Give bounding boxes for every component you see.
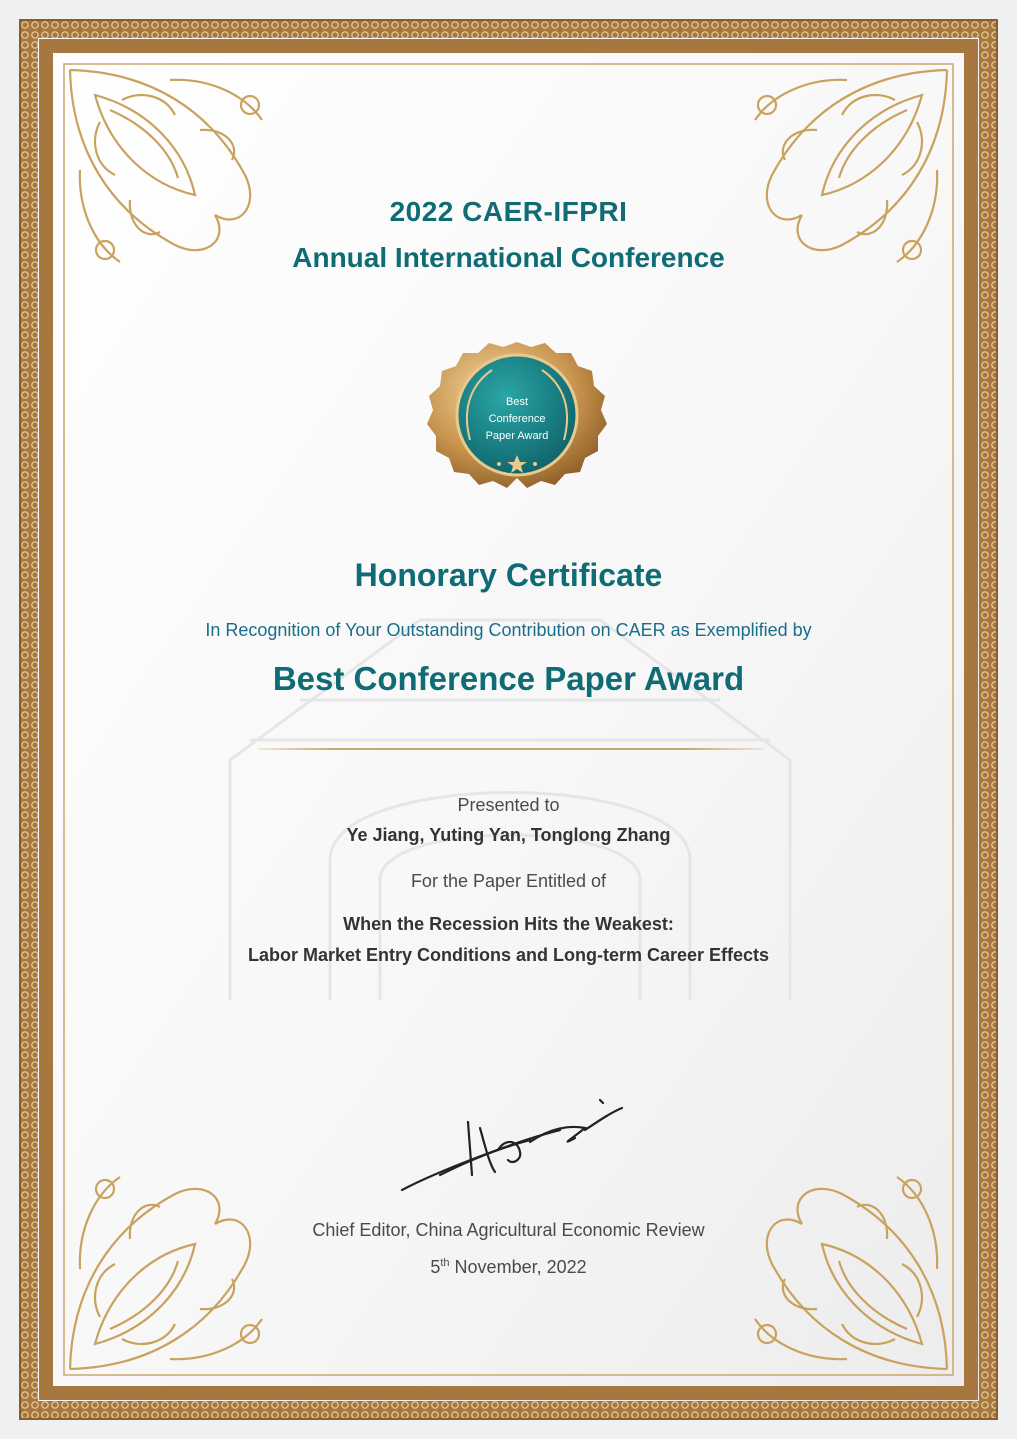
signer-title: Chief Editor, China Agricultural Economic Review (312, 1220, 705, 1240)
certificate-title: Honorary Certificate (354, 557, 663, 593)
paper-title-line-1: When the Recession Hits the Weakest: (343, 914, 674, 934)
date-rest: November, 2022 (449, 1257, 587, 1277)
recognition-line: In Recognition of Your Outstanding Contribution on CAER as Exemplified by (205, 620, 812, 640)
paper-entitled-label: For the Paper Entitled of (410, 871, 607, 891)
award-name: Best Conference Paper Award (272, 660, 745, 697)
badge-line-3: Paper Award (485, 430, 549, 442)
award-badge (427, 342, 607, 488)
date-suffix: th (440, 1257, 450, 1269)
paper-title-line-2: Labor Market Entry Conditions and Long-term Career Effects (247, 945, 770, 965)
badge-line-1: Best (505, 396, 529, 408)
signature (402, 1100, 622, 1190)
presented-to-label: Presented to (457, 795, 560, 815)
conference-name-title: Annual International Conference (292, 242, 725, 273)
award-date (0, 1257, 1017, 1278)
conference-year-title: 2022 CAER-IFPRI (389, 196, 628, 227)
recipient-names: Ye Jiang, Yuting Yan, Tonglong Zhang (346, 825, 671, 845)
date-day: 5 (430, 1257, 441, 1277)
badge-line-2: Conference (488, 413, 546, 425)
divider-line (258, 748, 764, 750)
